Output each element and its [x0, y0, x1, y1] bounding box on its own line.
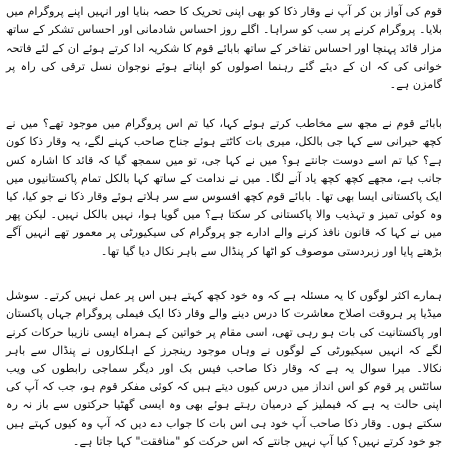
article-paragraph-3: ہمارے اکثر لوگوں کا یہ مسئلہ ہے کہ وہ خود کچھ کہتے ہیں اس پر عمل نہیں کرتے۔ سوشل میڈیا پر ہروقت اصلاح معاشرت کا درس دینے والے وقار ذکا ایک فیملی پروگرام جہاں پاکستان اور پاکستانیت کی بات ہو رہی تھی، اسی مقام پر خواتین کے ہمراہ ایسی نازیبا حرکات کرنے لگے کہ انہیں سیکیورٹی کے لوگوں نے وہاں موجود رینجرز کے اہلکاروں نے پنڈال سے باہر نکالا۔ میرا سوال یہ ہے کہ وقار ذکا صاحب فیس بک اور دیگر سماجی رابطوں کی ویب سائٹس پر قوم کو اس انداز میں درس کیوں دیتے ہیں کہ کوئی مفکر قوم ہو، جب کہ آپ کی اپنی حالت یہ ہے کہ فیملیز کے درمیان رہتے ہوئے بھی وہ ایسی گھٹیا حرکتوں سے باز نہ رہ سکتے ہوں۔ وقار ذکا صاحب آپ خود ہی اس بات کا جواب دے دیں کہ آپ وہ کیوں کہتے ہیں جو خود کرتے نہیں؟ کیا آپ نہیں جانتے کہ اس حرکت کو "منافقت" کہا جاتا ہے۔: [6, 289, 442, 448]
article-paragraph-2: بابائے قوم نے مجھ سے مخاطب کرتے ہوئے کہا، کیا تم اس پروگرام میں موجود تھے؟ میں نے کچھ حیرانی سے کہا جی بالکل، میری بات کاٹتے ہوئے جناح صاحب کہنے لگے، یہ وقار ذکا کون ہے؟ کیا تم اسے دوست جانتے ہو؟ میں نے کہا جی، تو میں سمجھ گیا کہ قائد کا اشارہ کس جانب ہے، مجھے کچھ کچھ یاد آنے لگا۔ میں نے ندامت کے ساتھ کہا بالکل تمام پاکستانیوں میں ایک پاکستانی ایسا بھی تھا۔ بابائے قوم کچھ افسوس سے سر ہلاتے ہوئے وقار ذکا نے جو کیا، کیا وہ کوئی تمیز و تہذیب والا پاکستانی کر سکتا ہے؟ میں گویا ہوا، نہیں بالکل نہیں۔ لیکن پھر میں نے کہا کہ قانون نافذ کرنے والے ادارے جو پروگرام کی سیکیورٹی پر معمور تھے انہیں آگے بڑھتے پایا اور زبردستی موصوف کو اٹھا کر پنڈال سے باہر نکال دیا گیا تھا۔: [6, 117, 442, 258]
article-paragraph-1: قوم کی آواز بن کر آپ نے وقار ذکا کو بھی اپنی تحریک کا حصہ بنایا اور انہیں اپنے پروگرام میں بلایا۔ پروگرام کرنے پر سب کو سراہا۔ اگلے روز احساس شادمانی اور احساس تشکر کے ساتھ مزار قائد پہنچا اور احساس تفاخر کے ساتھ بابائے قوم کا شکریہ ادا کرتے ہوئے ان کے لئے فاتحہ خوانی کی کہ ان کے دیئے گئے رہنما اصولوں کو اپناتے ہوئے نوجوان نسل ترقی کی راہ پر گامزن ہے۔: [6, 5, 442, 91]
